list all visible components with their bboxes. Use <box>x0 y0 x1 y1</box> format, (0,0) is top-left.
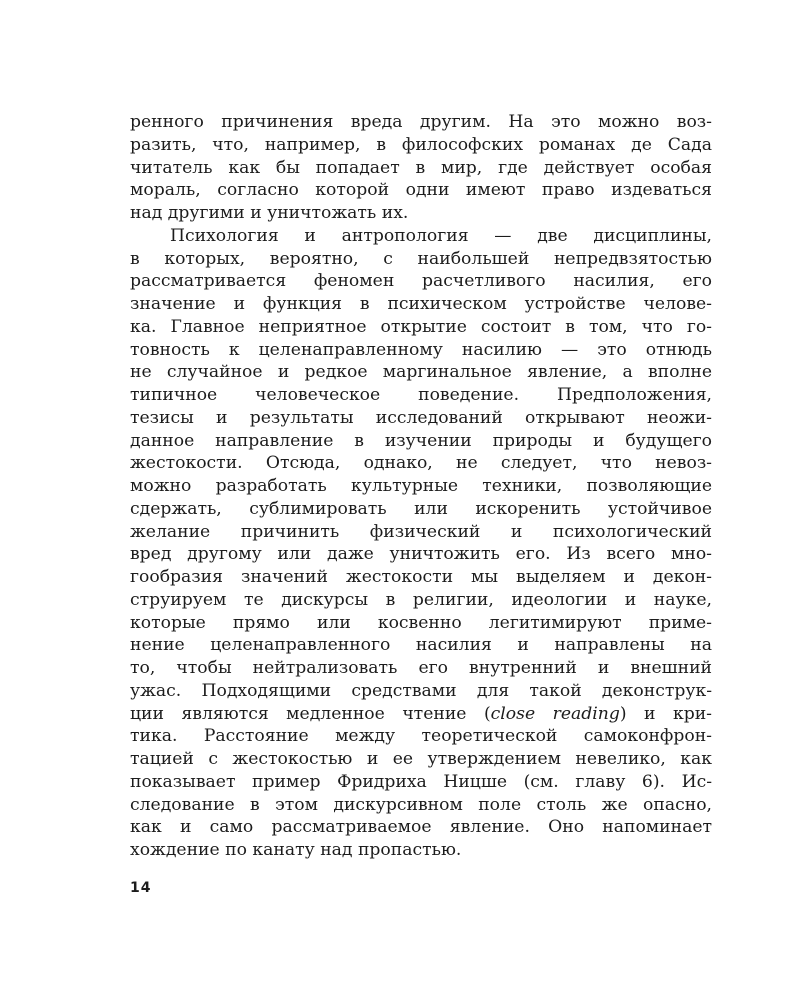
text-line: нение целенаправленного насилия и направлены на <box>130 635 712 656</box>
text-line: разить, что, например, в философских романах де Сада <box>130 134 712 155</box>
text-line: следование в этом дискурсивном поле столь же опасно, <box>130 794 712 815</box>
text-line: то, чтобы нейтрализовать его внутренний и внешний <box>130 658 712 678</box>
text-line: не случайное и редкое маргинальное явление, а вполне <box>130 362 712 383</box>
text-line: вред другому или даже уничтожить его. Из всего мно- <box>130 544 712 565</box>
text-line: жестокости. Отсюда, однако, не следует, что невоз- <box>130 453 712 474</box>
text-line-with-italic <box>130 703 712 726</box>
text-line: тика. Расстояние между теоретической самоконфрон- <box>130 726 712 747</box>
text-line: гообразия значений жестокости мы выделяем и декон- <box>130 567 712 587</box>
text-line: значение и функция в психическом устройстве челове- <box>130 294 712 314</box>
text-line: ужас. Подходящими средствами для такой деконструк- <box>130 680 712 701</box>
italic-term: close reading <box>490 703 620 724</box>
text-line: тезисы и результаты исследований открывают неожи- <box>130 407 712 428</box>
text-line: типичное человеческое поведение. Предположения, <box>130 385 712 405</box>
text-line: товность к целенаправленному насилию — это отнюдь <box>130 339 712 360</box>
text-line: в которых, вероятно, с наибольшей непредвзятостью <box>130 248 712 269</box>
text-line: показывает пример Фридриха Ницше (см. главу 6). Ис- <box>130 771 712 792</box>
text-segment: ) и кри- <box>619 703 712 724</box>
text-line: хождение по канату над пропастью. <box>130 840 462 860</box>
text-line: тацией с жестокостью и ее утверждением невелико, как <box>130 749 712 769</box>
text-line: которые прямо или косвенно легитимируют приме- <box>130 612 712 633</box>
text-line: читатель как бы попадает в мир, где действует особая <box>130 157 712 178</box>
body-text <box>130 111 712 862</box>
text-line: желание причинить физический и психологический <box>130 521 712 542</box>
text-line: ка. Главное неприятное открытие состоит в том, что го- <box>130 316 712 337</box>
text-line: над другими и уничтожать их. <box>130 203 409 223</box>
text-line: рассматривается феномен расчетливого насилия, его <box>130 271 712 292</box>
page-number: 14 <box>130 880 152 896</box>
text-line: струируем те дискурсы в религии, идеологии и науке, <box>130 589 712 610</box>
text-segment: ции являются медленное чтение ( <box>130 703 491 724</box>
text-line: ренного причинения вреда другим. На это можно воз- <box>130 112 712 132</box>
text-line: как и само рассматриваемое явление. Оно напоминает <box>130 817 712 838</box>
text-line: данное направление в изучении природы и будущего <box>130 430 712 451</box>
text-line: сдержать, сублимировать или искоренить устойчивое <box>130 498 712 519</box>
text-line: мораль, согласно которой одни имеют право издеваться <box>130 180 712 201</box>
text-line: можно разработать культурные техники, позволяющие <box>130 476 712 496</box>
paragraph-first-line: Психология и антропология — две дисциплины, <box>170 225 712 246</box>
